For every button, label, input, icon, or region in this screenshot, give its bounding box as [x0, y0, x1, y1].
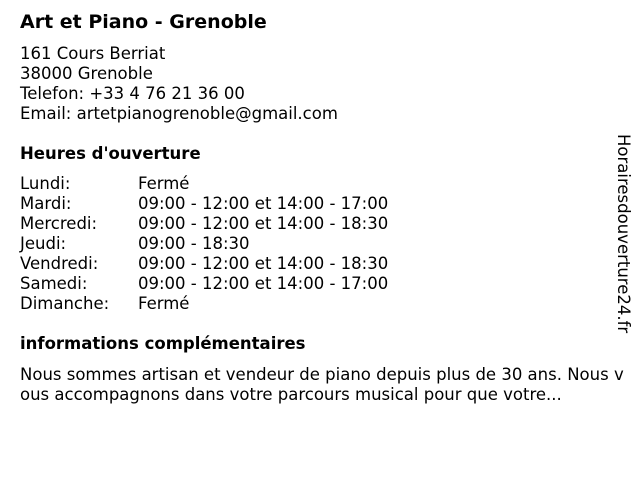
- address-street: 161 Cours Berriat: [20, 44, 166, 63]
- day-label: Vendredi:: [20, 254, 99, 273]
- day-label: Mercredi:: [20, 214, 98, 233]
- time-range: 09:00 - 12:00 et 14:00 - 17:00: [138, 274, 389, 293]
- hours-heading: Heures d'ouverture: [20, 144, 201, 163]
- day-label: Lundi:: [20, 174, 71, 193]
- business-name: Art et Piano - Grenoble: [20, 11, 267, 33]
- time-range: Fermé: [138, 294, 190, 313]
- time-range: Fermé: [138, 174, 190, 193]
- watermark: [612, 134, 634, 346]
- day-label: Samedi:: [20, 274, 88, 293]
- watermark-text: Horairesdouverture24.fr: [614, 134, 633, 334]
- time-range: 09:00 - 12:00 et 14:00 - 17:00: [138, 194, 389, 213]
- address-city: 38000 Grenoble: [20, 64, 153, 83]
- time-range: 09:00 - 18:30: [138, 234, 250, 253]
- info-heading: informations complémentaires: [20, 334, 306, 353]
- phone-number: Telefon: +33 4 76 21 36 00: [20, 84, 245, 103]
- time-range: 09:00 - 12:00 et 14:00 - 18:30: [138, 214, 389, 233]
- contact-block: [20, 44, 338, 124]
- day-label: Dimanche:: [20, 294, 110, 313]
- business-description: Nous sommes artisan et vendeur de piano depuis plus de 30 ans. Nous vous accompagnons dans votre parcours musical pour que votre...: [20, 365, 624, 404]
- time-range: 09:00 - 12:00 et 14:00 - 18:30: [138, 254, 389, 273]
- email-address: Email: artetpianogrenoble@gmail.com: [20, 104, 338, 123]
- day-label: Mardi:: [20, 194, 72, 213]
- day-label: Jeudi:: [20, 234, 67, 253]
